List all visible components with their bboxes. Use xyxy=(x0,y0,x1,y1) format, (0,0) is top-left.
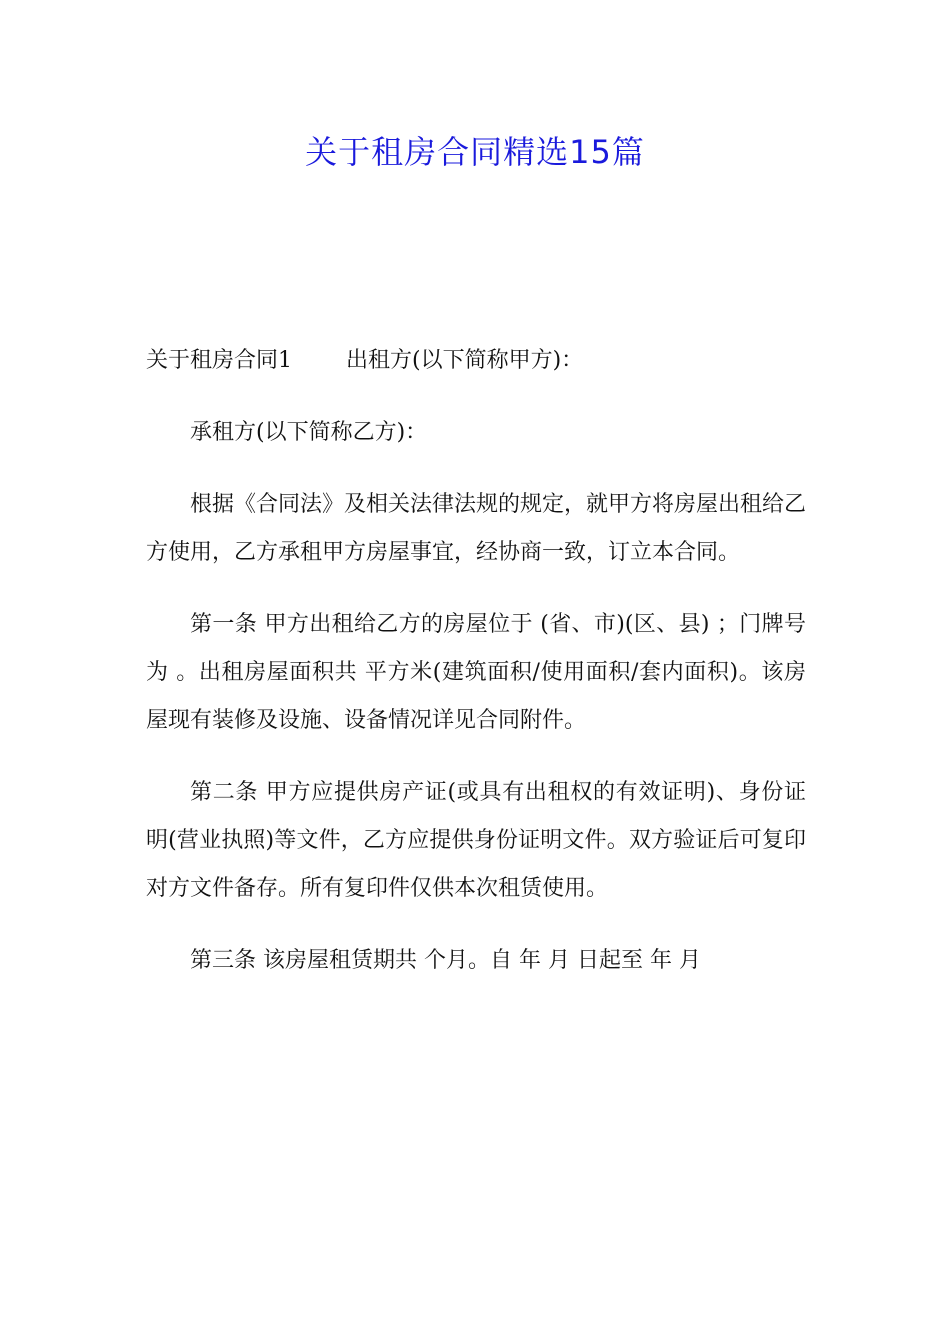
paragraph-article-2: 第二条 甲方应提供房产证(或具有出租权的有效证明)、身份证明(营业执照)等文件，乙方应提供身份证明文件。双方验证后可复印对方文件备存。所有复印件仅供本次租赁使用。 xyxy=(146,780,806,901)
paragraph-article-1: 第一条 甲方出租给乙方的房屋位于 (省、市)(区、县) ；门牌号为 。出租房屋面积共 平方米(建筑面积/使用面积/套内面积)。该房屋现有装修及设施、设备情况详见合同附件。 xyxy=(146,612,806,733)
paragraph-party-a xyxy=(146,337,806,385)
party-a-line: 出租方(以下简称甲方)： xyxy=(346,348,584,373)
paragraph-article-3: 第三条 该房屋租赁期共 个月。自 年 月 日起至 年 月 xyxy=(190,948,701,973)
document-body xyxy=(146,337,806,1009)
section-heading: 关于租房合同1 xyxy=(146,348,292,373)
document-title: 关于租房合同精选15篇 xyxy=(305,133,645,171)
paragraph-preamble: 根据《合同法》及相关法律法规的规定，就甲方将房屋出租给乙方使用，乙方承租甲方房屋事宜，经协商一致，订立本合同。 xyxy=(146,492,807,565)
paragraph-party-b: 承租方(以下简称乙方)： xyxy=(190,420,428,445)
